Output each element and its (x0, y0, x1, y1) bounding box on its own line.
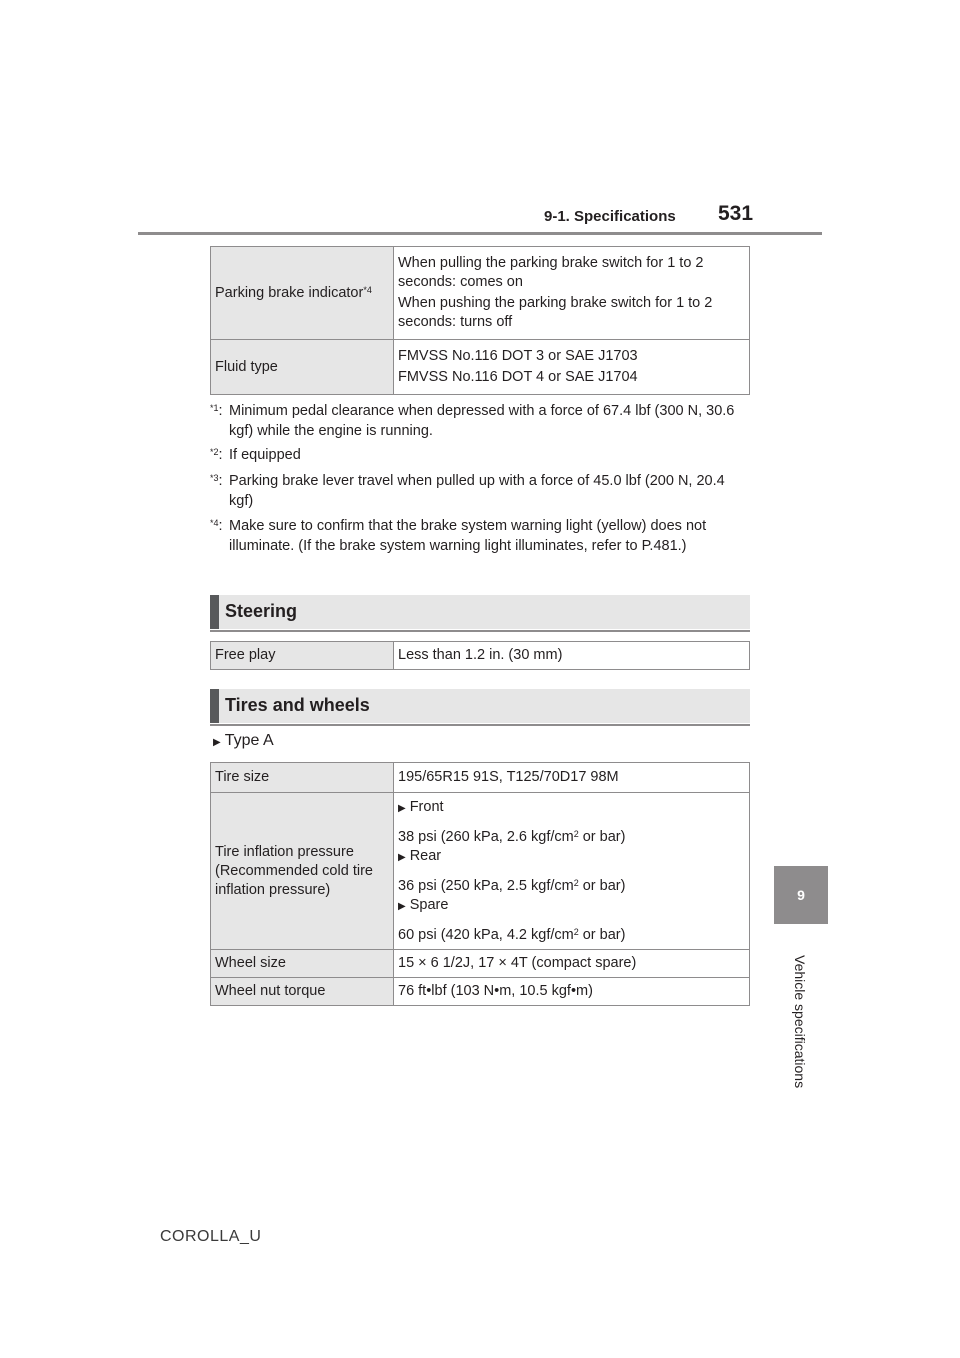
footnote: $^{*3}$: Parking brake lever travel when pulled up with a force of 45.0 lbf (200 N, 20.4 kgf) (210, 471, 750, 511)
heading-bar (210, 689, 219, 723)
footnote-mark: *1 (210, 403, 219, 413)
fluid-type-option: FMVSS No.116 DOT 4 or SAE J1704 (398, 369, 638, 385)
tires-spec-table (210, 762, 750, 1006)
brake-spec-table (210, 246, 750, 395)
page-number: 531 (718, 202, 754, 225)
footnote-mark: *4 (210, 518, 219, 528)
footnote-text: If equipped (229, 447, 301, 463)
footnote: $^{*1}$: Minimum pedal clearance when depressed with a force of 67.4 lbf (300 N, 30.6 kgf) while the engine is running. (210, 401, 750, 441)
table-label-cell (211, 247, 394, 340)
steering-heading (210, 595, 750, 629)
indicator-on-text: When pulling the parking brake switch for 1 to 2 seconds: comes on (398, 255, 704, 290)
wheel-size-value: 15 × 6 1/2J, 17 × 4T (compact spare) (394, 950, 750, 978)
chapter-tab: 9 (774, 866, 828, 924)
tire-size-label: Tire size (211, 763, 394, 793)
table-row (211, 763, 750, 793)
type-a-label: ▶ Type A (213, 732, 274, 749)
tire-size-value: 195/65R15 91S, T125/70D17 98M (394, 763, 750, 793)
footnote-ref: *4 (363, 284, 372, 295)
table-value-cell (394, 247, 750, 340)
table-row (211, 247, 750, 340)
rear-pressure: 36 psi (250 kPa, 2.5 kgf/$cm^2$ or bar) (398, 877, 626, 894)
heading-bar (210, 595, 219, 629)
heading-underline (210, 630, 750, 632)
triangle-right-icon: ▶ (213, 737, 221, 748)
model-code: COROLLA_U (160, 1228, 262, 1245)
footnote-text: Minimum pedal clearance when depressed with a force of 67.4 lbf (300 N, 30.6 kgf) while the engine is running. (229, 403, 735, 439)
table-row (211, 793, 750, 950)
table-row (211, 978, 750, 1006)
tires-title: Tires and wheels (225, 695, 370, 715)
inflation-label: Tire inflation pressure (Recommended cold tire inflation pressure) (211, 793, 394, 950)
triangle-right-icon: ▶ (398, 851, 406, 863)
parking-brake-indicator-label: Parking brake indicator (215, 284, 364, 301)
nut-torque-label: Wheel nut torque (211, 978, 394, 1006)
steering-spec-table (210, 641, 750, 670)
front-pressure: 38 psi (260 kPa, 2.6 kgf/$cm^2$ or bar) (398, 828, 626, 845)
front-subheading: ▶ Front (398, 798, 444, 815)
triangle-right-icon: ▶ (398, 900, 406, 912)
table-label-cell: Fluid type (211, 340, 394, 395)
table-row (211, 340, 750, 395)
spare-subheading: ▶ Spare (398, 896, 449, 913)
steering-title: Steering (225, 601, 298, 621)
rear-subheading: ▶ Rear (398, 847, 442, 864)
section-title: 9-1. Specifications (544, 208, 676, 225)
footnote-mark: *2 (210, 447, 219, 457)
spare-pressure: 60 psi (420 kPa, 4.2 kgf/$cm^2$ or bar) (398, 926, 626, 943)
fluid-type-option: FMVSS No.116 DOT 3 or SAE J1703 (398, 348, 638, 364)
header-divider (138, 232, 822, 235)
table-value-cell (394, 340, 750, 395)
footnote: $^{*2}$: If equipped (210, 445, 750, 465)
free-play-value: Less than 1.2 in. (30 mm) (394, 642, 750, 670)
footnote-text: Make sure to confirm that the brake system warning light (yellow) does not illuminate. (If the brake system warning light illuminates, refer to P.481.) (229, 518, 707, 554)
inflation-value-cell (394, 793, 750, 950)
footnote: $^{*4}$: Make sure to confirm that the brake system warning light (yellow) does not illuminate. (If the brake system warning light illuminates, refer to P.481.) (210, 516, 750, 556)
table-row (211, 642, 750, 670)
heading-underline (210, 724, 750, 726)
triangle-right-icon: ▶ (398, 802, 406, 814)
wheel-size-label: Wheel size (211, 950, 394, 978)
footnote-text: Parking brake lever travel when pulled up with a force of 45.0 lbf (200 N, 20.4 kgf) (229, 473, 725, 509)
tires-heading (210, 689, 750, 723)
footnote-mark: *3 (210, 473, 219, 483)
table-row (211, 950, 750, 978)
free-play-label: Free play (211, 642, 394, 670)
indicator-off-text: When pushing the parking brake switch for 1 to 2 seconds: turns off (398, 295, 713, 330)
chapter-label: Vehicle specifications (792, 955, 808, 1089)
nut-torque-value: 76 ft•lbf (103 N•m, 10.5 kgf•m) (394, 978, 750, 1006)
